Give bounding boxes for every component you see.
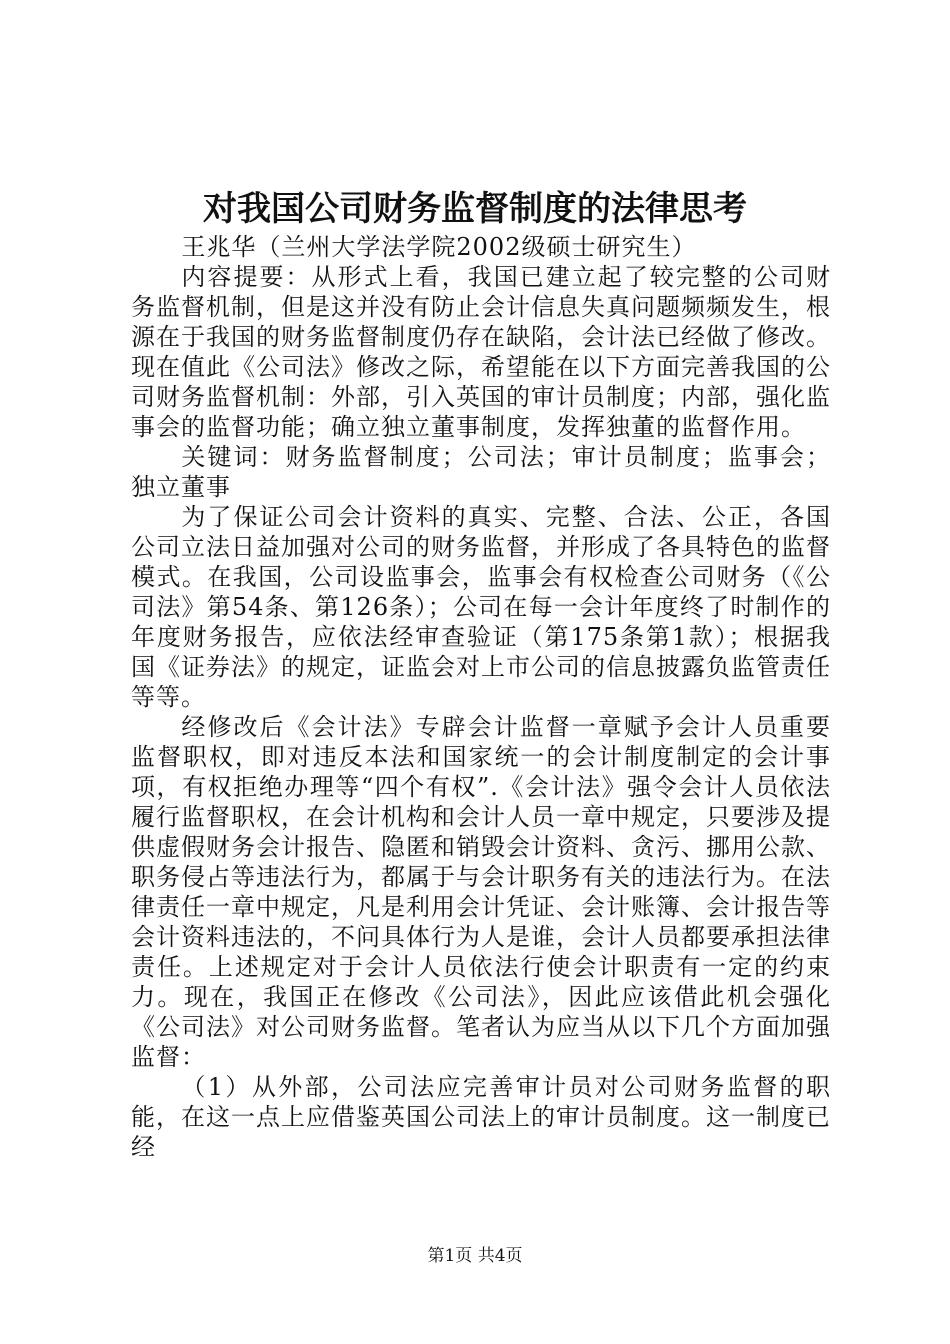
page-footer: 第1页 共4页 [427, 1246, 523, 1266]
body-paragraph-2: 经修改后《会计法》专辟会计监督一章赋予会计人员重要监督职权，即对违反本法和国家统一的会计制度制定的会计事项，有权拒绝办理等“四个有权”.《会计法》强令会计人员依法履行监督职权，在会计机构和会计人员一章中规定，只要涉及提供虚假财务会计报告、隐匿和销毁会计资料、贪污、挪用公款、职务侵占等违法行为，都属于与会计职务有关的违法行为。在法律责任一章中规定，凡是利用会计凭证、会计账簿、会计报告等会计资料违法的，不问具体行为人是谁，会计人员都要承担法律责任。上述规定对于会计人员依法行使会计职责有一定的约束力。现在，我国正在修改《公司法》，因此应该借此机会强化《公司法》对公司财务监督。笔者认为应当从以下几个方面加强监督： [131, 713, 831, 1071]
body-paragraph-1: 为了保证公司会计资料的真实、完整、合法、公正，各国公司立法日益加强对公司的财务监督，并形成了各具特色的监督模式。在我国，公司设监事会，监事会有权检查公司财务（《公司法》第54条、第126条）；公司在每一会计年度终了时制作的年度财务报告，应依法经审查验证（第175条第1款）；根据我国《证券法》的规定，证监会对上市公司的信息披露负监管责任等等。 [131, 503, 831, 711]
keywords-paragraph: 关键词：财务监督制度；公司法；审计员制度；监事会；独立董事 [131, 443, 831, 501]
abstract-paragraph: 内容提要：从形式上看，我国已建立起了较完整的公司财务监督机制，但是这并没有防止会计信息失真问题频频发生，根源在于我国的财务监督制度仍存在缺陷，会计法已经做了修改。现在值此《公司法》修改之际，希望能在以下方面完善我国的公司财务监督机制：外部，引入英国的审计员制度；内部，强化监事会的监督功能；确立独立董事制度，发挥独董的监督作用。 [131, 263, 831, 441]
author-line: 王兆华（兰州大学法学院2002级硕士研究生） [181, 233, 697, 261]
document-body [131, 232, 831, 1162]
body-paragraph-3: （1）从外部，公司法应完善审计员对公司财务监督的职能，在这一点上应借鉴英国公司法上的审计员制度。这一制度已经 [131, 1073, 831, 1161]
document-title: 对我国公司财务监督制度的法律思考 [203, 189, 747, 229]
